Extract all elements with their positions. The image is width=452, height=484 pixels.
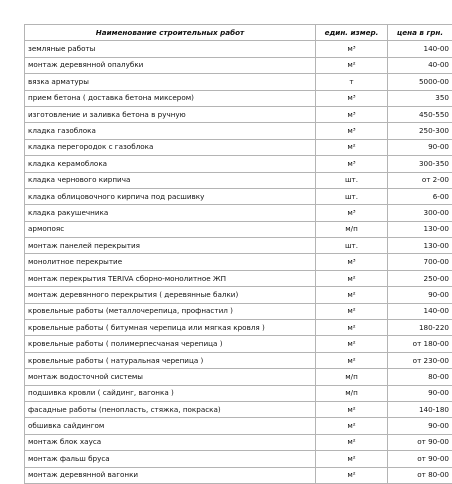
work-name-cell: изготовление и заливка бетона в ручную (25, 106, 316, 122)
unit-cell: м/п (316, 221, 388, 237)
table-row (25, 41, 452, 57)
work-name-cell: кровельные работы ( полимерпесчаная черепица ) (25, 336, 316, 352)
price-cell: 130-00 (388, 221, 452, 237)
unit-cell: м² (316, 303, 388, 319)
price-cell: 350 (388, 90, 452, 106)
price-cell: от 180-00 (388, 336, 452, 352)
table-row (25, 303, 452, 319)
table-row (25, 221, 452, 237)
price-table (24, 24, 452, 484)
price-cell: от 230-00 (388, 352, 452, 368)
table-row (25, 172, 452, 188)
unit-cell: м³ (316, 205, 388, 221)
header-row (25, 25, 452, 41)
table-row (25, 385, 452, 401)
table-row (25, 369, 452, 385)
price-cell: 250-300 (388, 123, 452, 139)
unit-cell: т (316, 74, 388, 90)
price-cell: 90-00 (388, 418, 452, 434)
work-name-cell: монтаж деревянной вагонки (25, 467, 316, 483)
unit-cell: м² (316, 418, 388, 434)
price-cell: 450-550 (388, 106, 452, 122)
table-row (25, 336, 452, 352)
work-name-cell: монолитное перекрытие (25, 254, 316, 270)
price-cell: 700-00 (388, 254, 452, 270)
table-row (25, 106, 452, 122)
table-row (25, 320, 452, 336)
table-row (25, 270, 452, 286)
unit-cell: м² (316, 352, 388, 368)
unit-cell: м² (316, 320, 388, 336)
price-cell: от 90-00 (388, 451, 452, 467)
work-name-cell: обшивка сайдингом (25, 418, 316, 434)
work-name-cell: монтаж блок хауса (25, 434, 316, 450)
work-name-cell: подшивка кровли ( сайдинг, вагонка ) (25, 385, 316, 401)
work-name-cell: кровельные работы (металлочерепица, профнастил ) (25, 303, 316, 319)
work-name-cell: кладка чернового кирпича (25, 172, 316, 188)
unit-cell: м² (316, 139, 388, 155)
unit-cell: м² (316, 467, 388, 483)
work-name-cell: монтаж панелей перекрытия (25, 238, 316, 254)
work-name-cell: монтаж перекрытия TERIVA сборно-монолитное ЖП (25, 270, 316, 286)
price-cell: 300-350 (388, 156, 452, 172)
unit-cell: м² (316, 57, 388, 73)
price-cell: 90-00 (388, 287, 452, 303)
table-row (25, 401, 452, 417)
work-name-cell: монтаж фальш бруса (25, 451, 316, 467)
work-name-cell: кладка облицовочного кирпича под расшивку (25, 188, 316, 204)
header-name: Наименование строительных работ (25, 25, 316, 41)
unit-cell: м² (316, 336, 388, 352)
work-name-cell: кладка перегородок с газоблока (25, 139, 316, 155)
work-name-cell: монтаж деревянного перекрытия ( деревянные балки) (25, 287, 316, 303)
table-row (25, 434, 452, 450)
table-row (25, 467, 452, 483)
price-cell: от 2-00 (388, 172, 452, 188)
price-cell: 6-00 (388, 188, 452, 204)
price-cell: 90-00 (388, 385, 452, 401)
work-name-cell: прием бетона ( доставка бетона миксером) (25, 90, 316, 106)
work-name-cell: кровельные работы ( битумная черепица или мягкая кровля ) (25, 320, 316, 336)
price-cell: от 90-00 (388, 434, 452, 450)
table-row (25, 123, 452, 139)
work-name-cell: монтаж водосточной системы (25, 369, 316, 385)
work-name-cell: кровельные работы ( натуральная черепица ) (25, 352, 316, 368)
price-cell: 140-180 (388, 401, 452, 417)
price-cell: 250-00 (388, 270, 452, 286)
table-row (25, 156, 452, 172)
table-row (25, 238, 452, 254)
table-row (25, 188, 452, 204)
unit-cell: м² (316, 401, 388, 417)
price-cell: от 80-00 (388, 467, 452, 483)
table-row (25, 57, 452, 73)
table-row (25, 418, 452, 434)
table-row (25, 74, 452, 90)
unit-cell: шт. (316, 172, 388, 188)
table-row (25, 254, 452, 270)
unit-cell: шт. (316, 238, 388, 254)
unit-cell: м/п (316, 369, 388, 385)
work-name-cell: земляные работы (25, 41, 316, 57)
price-cell: 90-00 (388, 139, 452, 155)
unit-cell: м/п (316, 385, 388, 401)
price-cell: 130-00 (388, 238, 452, 254)
price-cell: 140-00 (388, 303, 452, 319)
table-body (25, 41, 452, 484)
unit-cell: м³ (316, 123, 388, 139)
unit-cell: м² (316, 434, 388, 450)
unit-cell: м² (316, 270, 388, 286)
work-name-cell: кладка ракушечника (25, 205, 316, 221)
price-cell: 5000-00 (388, 74, 452, 90)
price-cell: 80-00 (388, 369, 452, 385)
table-row (25, 205, 452, 221)
header-price: цена в грн. (388, 25, 452, 41)
unit-cell: м³ (316, 156, 388, 172)
unit-cell: шт. (316, 188, 388, 204)
header-unit: един. измер. (316, 25, 388, 41)
table-row (25, 451, 452, 467)
work-name-cell: вязка арматуры (25, 74, 316, 90)
work-name-cell: кладка газоблока (25, 123, 316, 139)
unit-cell: м³ (316, 106, 388, 122)
work-name-cell: монтаж деревянной опалубки (25, 57, 316, 73)
table-row (25, 90, 452, 106)
work-name-cell: кладка керамоблока (25, 156, 316, 172)
price-cell: 140-00 (388, 41, 452, 57)
unit-cell: м³ (316, 254, 388, 270)
price-cell: 180-220 (388, 320, 452, 336)
price-cell: 40-00 (388, 57, 452, 73)
unit-cell: м² (316, 451, 388, 467)
unit-cell: м³ (316, 41, 388, 57)
unit-cell: м² (316, 287, 388, 303)
table-row (25, 139, 452, 155)
unit-cell: м³ (316, 90, 388, 106)
work-name-cell: фасадные работы (пенопласть, стяжка, покраска) (25, 401, 316, 417)
table-row (25, 287, 452, 303)
table-row (25, 352, 452, 368)
work-name-cell: армопояс (25, 221, 316, 237)
price-cell: 300-00 (388, 205, 452, 221)
